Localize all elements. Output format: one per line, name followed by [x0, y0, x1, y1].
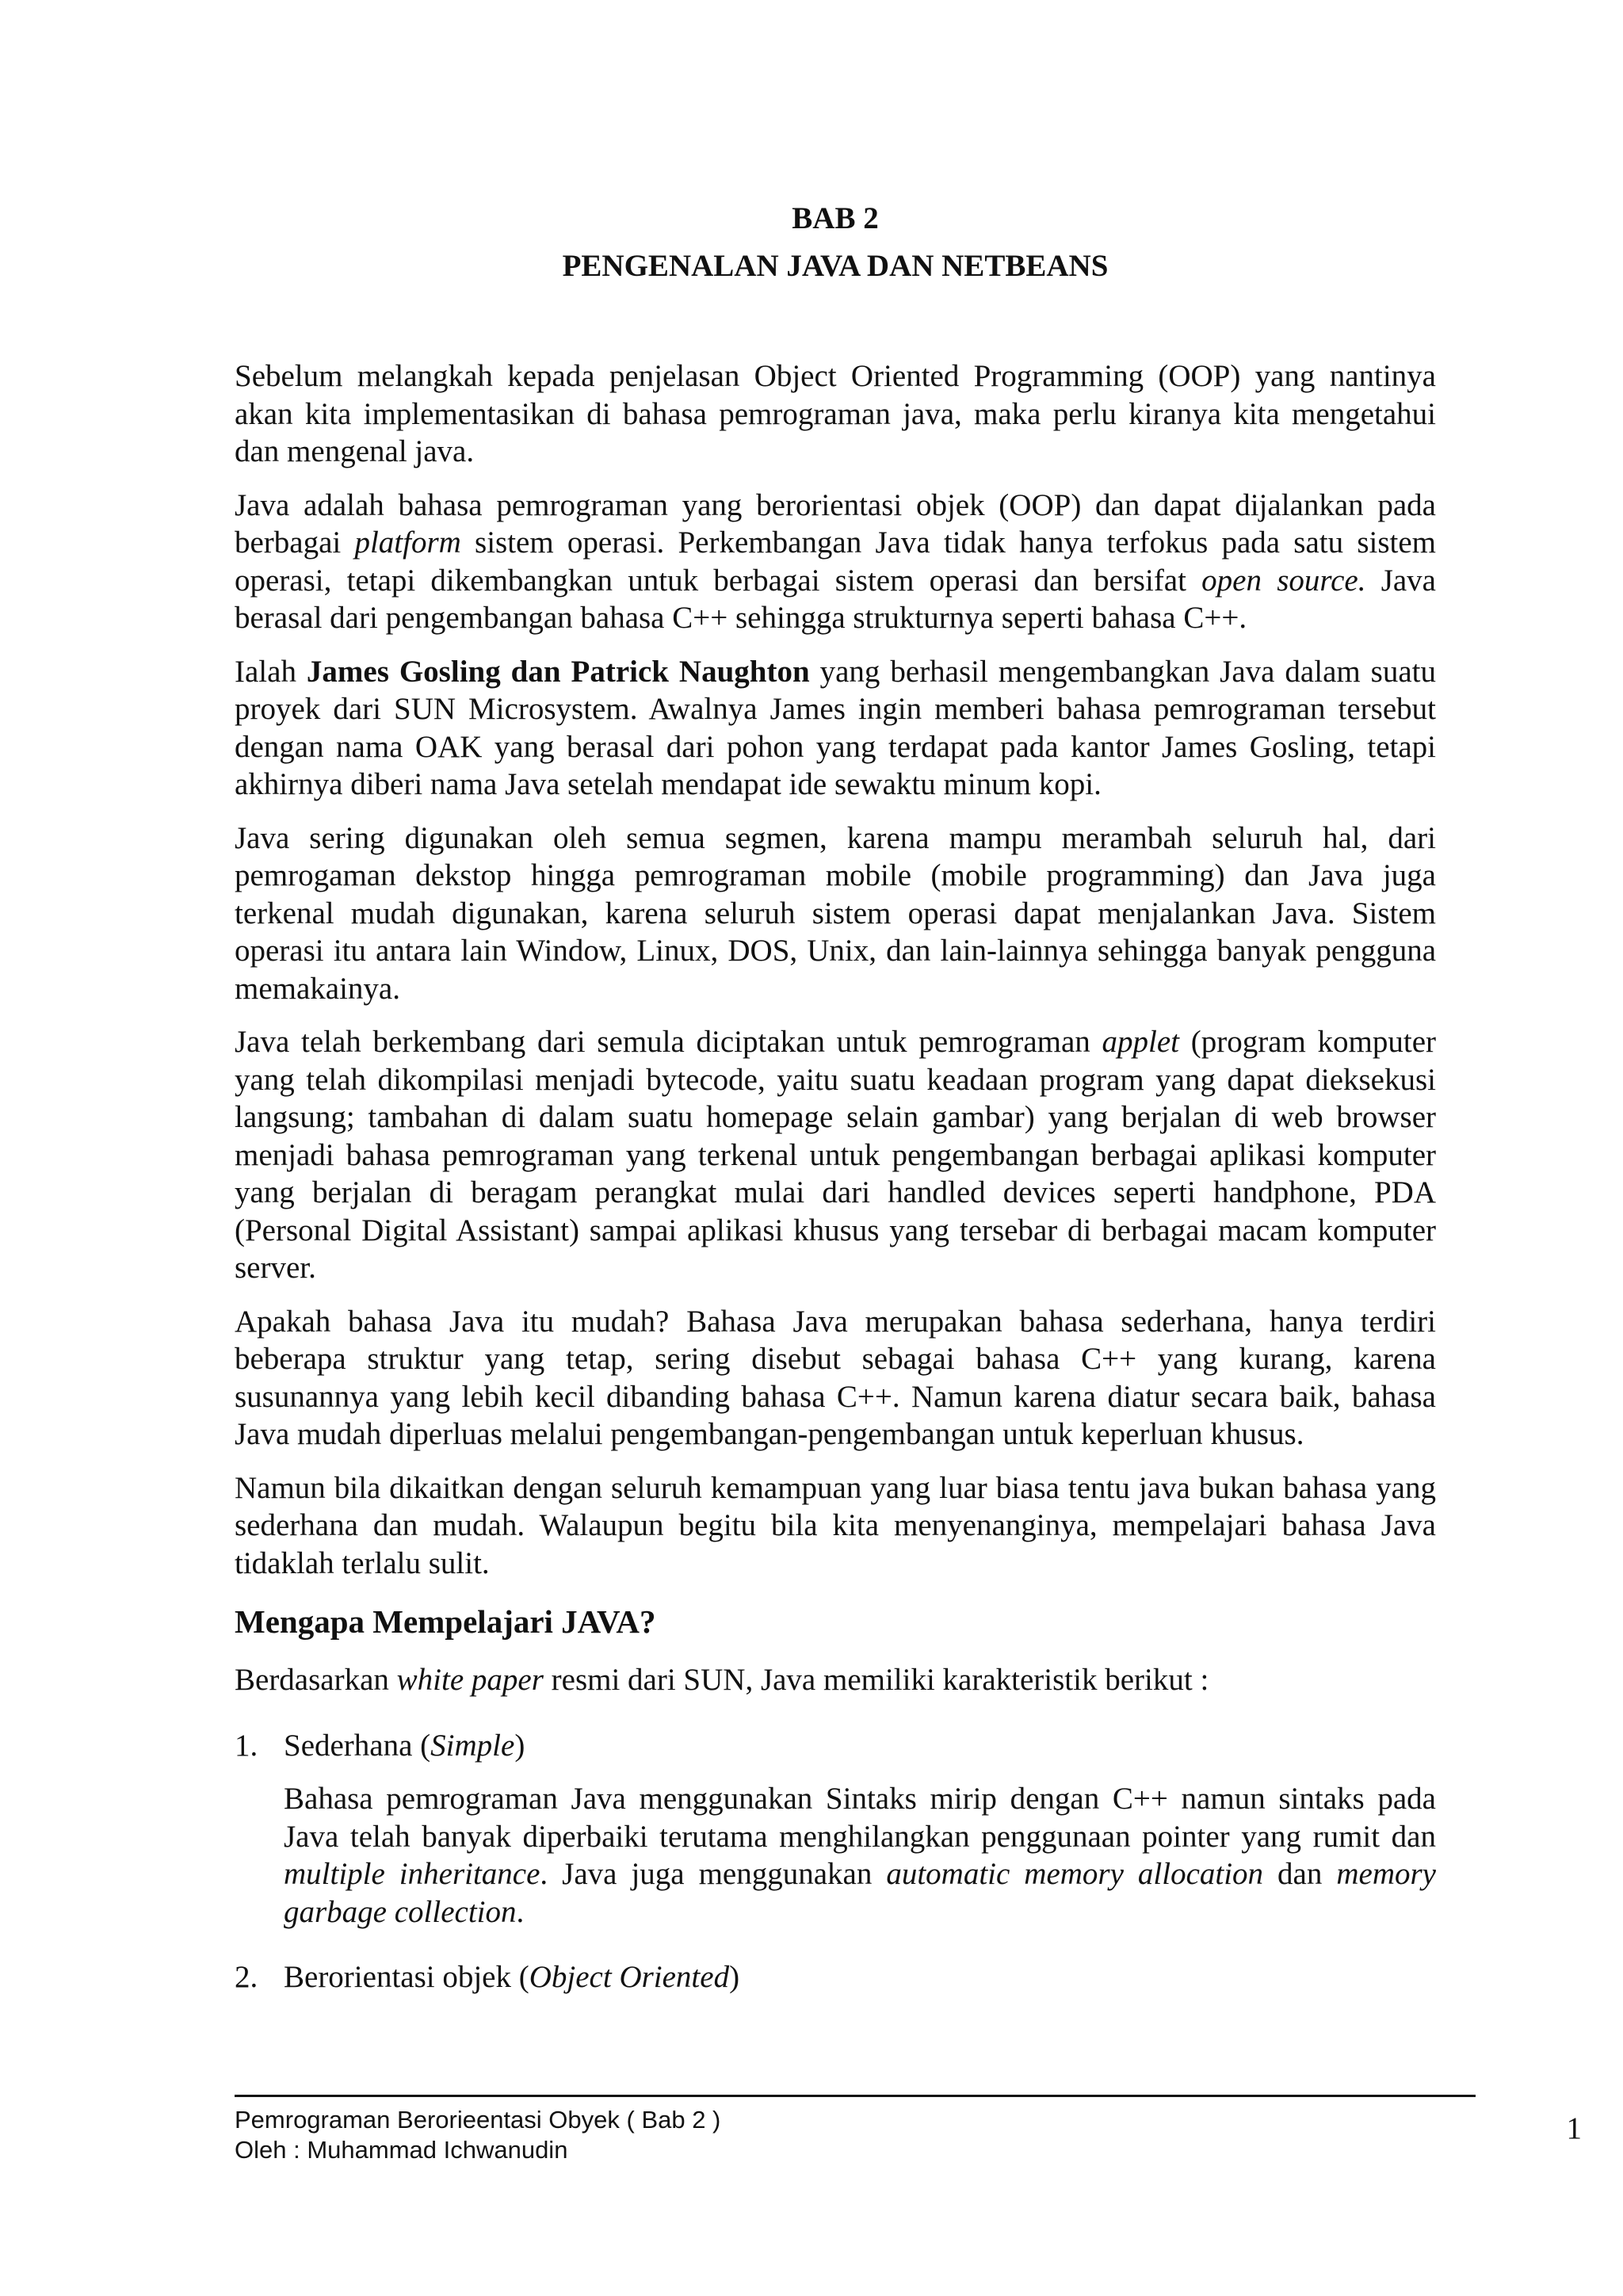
text-run: Berorientasi objek (	[284, 1960, 529, 1994]
chapter-number: BAB 2	[792, 201, 879, 235]
page-footer	[235, 2105, 1476, 2165]
italic-text: automatic memory allocation	[886, 1857, 1264, 1891]
paragraph	[235, 357, 1436, 471]
footer-divider	[235, 2095, 1476, 2097]
paragraph	[235, 1023, 1436, 1287]
chapter-title: PENGENALAN JAVA DAN NETBEANS	[562, 249, 1109, 283]
text-run: (program komputer yang telah dikompilasi menjadi bytecode, yaitu suatu keadaan program yang dapat dieksekusi langsung; tambahan di dalam suatu homepage selain gambar) yang berjalan di web browser menjadi bahasa pemrograman yang terkenal untuk pengembangan berbagai aplikasi komputer yang berjalan di beragam perangkat mulai dari handled devices seperti handphone, PDA (Personal Digital Assistant) sampai aplikasi khusus yang tersebar di berbagai macam komputer server.	[235, 1025, 1437, 1285]
italic-text: Object Oriented	[529, 1960, 730, 1994]
text-run: Berdasarkan	[235, 1663, 397, 1697]
italic-text: open source.	[1201, 563, 1366, 598]
text-run: . Java juga menggunakan	[540, 1857, 887, 1891]
text-run: )	[729, 1960, 740, 1994]
bold-text: James Gosling dan Patrick Naughton	[306, 654, 810, 689]
page-number: 1	[1566, 2111, 1582, 2145]
list-item	[235, 1727, 1436, 1765]
text-run: )	[514, 1728, 525, 1763]
italic-text: multiple inheritance	[284, 1857, 540, 1891]
text-run: yang berhasil mengembangkan Java dalam suatu proyek dari SUN Microsystem. Awalnya James ingin memberi bahasa pemrograman tersebut dengan nama OAK yang berasal dari pohon yang terdapat pada kantor James Gosling, tetapi akhirnya diberi nama Java setelah mendapat ide sewaktu minum kopi.	[235, 654, 1436, 801]
text-run: Namun bila dikaitkan dengan seluruh kemampuan yang luar biasa tentu java bukan bahasa yang sederhana dan mudah. Walaupun begitu bila kita menyenanginya, mempelajari bahasa Java tidaklah terlalu sulit.	[235, 1470, 1436, 1580]
text-run: Sederhana (	[284, 1728, 431, 1763]
text-run: Java sering digunakan oleh semua segmen, karena mampu merambah seluruh hal, dari pemrogaman dekstop hingga pemrograman mobile (mobile programming) dan Java juga terkenal mudah digunakan, karena seluruh sistem operasi dapat menjalankan Java. Sistem operasi itu antara lain Window, Linux, DOS, Unix, dan lain-lainnya sehingga banyak pengguna memakainya.	[235, 820, 1436, 1006]
text-run: sistem operasi. Perkembangan Java tidak hanya terfokus pada satu sistem operasi, tetapi dikembangkan untuk berbagai sistem operasi dan bersifat	[235, 525, 1436, 598]
footer-book-title: Pemrograman Berorieentasi Obyek ( Bab 2 )	[235, 2106, 721, 2134]
text-run: .	[516, 1894, 525, 1929]
text-run: Java telah berkembang dari semula diciptakan untuk pemrograman	[235, 1025, 1102, 1059]
italic-text: platform	[354, 525, 461, 560]
list-item-title	[284, 1958, 739, 1996]
list-item-description	[284, 1780, 1436, 1931]
text-run: Apakah bahasa Java itu mudah? Bahasa Java merupakan bahasa sederhana, hanya terdiri beberapa struktur yang tetap, sering disebut sebagai bahasa C++ yang kurang, karena susunannya yang lebih kecil dibanding bahasa C++. Namun karena diatur secara baik, bahasa Java mudah diperluas melalui pengembangan-pengembangan untuk keperluan khusus.	[235, 1304, 1436, 1451]
paragraph	[235, 819, 1436, 1008]
list-item-title	[284, 1727, 525, 1765]
text-run: resmi dari SUN, Java memiliki karakteristik berikut :	[543, 1663, 1209, 1697]
section-intro	[235, 1661, 1436, 1699]
paragraph	[235, 487, 1436, 637]
list-item-number: 2.	[235, 1960, 258, 1994]
text-run: Ialah	[235, 654, 307, 689]
page-content	[235, 195, 1436, 2012]
section-heading: Mengapa Mempelajari JAVA?	[235, 1603, 656, 1640]
italic-text: Simple	[430, 1728, 515, 1763]
paragraph	[235, 1469, 1436, 1583]
paragraph	[235, 1303, 1436, 1454]
paragraph	[235, 653, 1436, 804]
list-item	[235, 1958, 1436, 1996]
italic-text: white paper	[396, 1663, 544, 1697]
italic-text: applet	[1102, 1025, 1179, 1059]
text-run: Sebelum melangkah kepada penjelasan Object Oriented Programming (OOP) yang nantinya akan kita implementasikan di bahasa pemrograman java, maka perlu kiranya kita mengetahui dan mengenal java.	[235, 359, 1436, 468]
text-run: Java berasal dari pengembangan bahasa C++ sehingga strukturnya seperti bahasa C++.	[235, 563, 1436, 635]
text-run: Java adalah bahasa pemrograman yang berorientasi objek (OOP) dan dapat dijalankan pada berbagai	[235, 487, 1436, 560]
footer-author: Oleh : Muhammad Ichwanudin	[235, 2136, 568, 2164]
italic-text: memory garbage collection	[284, 1857, 1436, 1929]
list-item-number: 1.	[235, 1728, 258, 1763]
text-run: dan	[1263, 1857, 1337, 1891]
text-run: Bahasa pemrograman Java menggunakan Sintaks mirip dengan C++ namun sintaks pada Java telah banyak diperbaiki terutama menghilangkan penggunaan pointer yang rumit dan	[284, 1782, 1436, 1854]
